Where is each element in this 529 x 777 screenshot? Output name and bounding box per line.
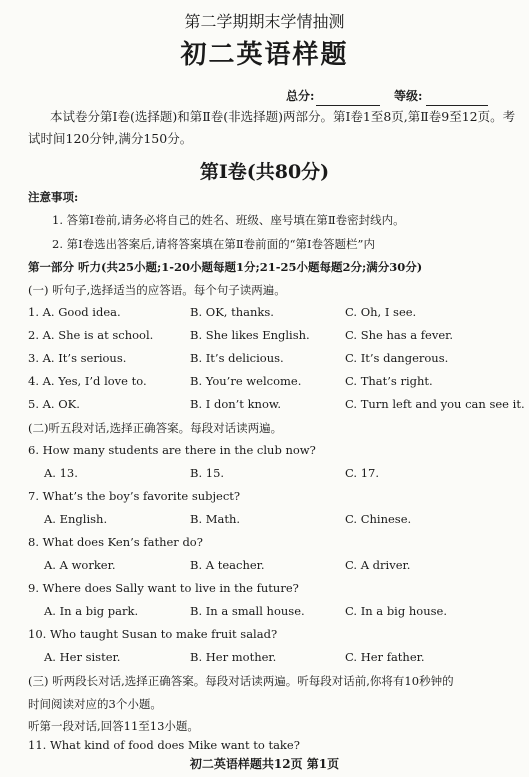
part1-heading: 第一部分 听力(共25小题;1-20小题每题1分;21-25小题每题2分;满分30分) — [28, 260, 423, 274]
q3-option-b: B. It’s delicious. — [190, 351, 284, 365]
part1-subsection-3: (三) 听两段长对话,选择正确答案。每段对话读两遍。听每段对话前,你将有10秒钟的 — [28, 674, 454, 688]
q8-option-c: C. A driver. — [345, 558, 411, 572]
q5-option-a: 5. A. OK. — [28, 397, 80, 411]
grade-label: 等级: — [394, 89, 423, 103]
q4-option-c: C. That’s right. — [345, 374, 433, 388]
q10-stem: 10. Who taught Susan to make fruit salad? — [28, 627, 278, 641]
note-2: 2. 第Ⅰ卷选出答案后,请将答案填在第Ⅱ卷前面的“第Ⅰ卷答题栏”内 — [52, 237, 375, 251]
q6-option-b: B. 15. — [190, 466, 225, 480]
q10-option-b: B. Her mother. — [190, 650, 277, 664]
exam-subtitle: 第二学期期末学情抽测 — [184, 12, 345, 31]
q2-option-c: C. She has a fever. — [345, 328, 454, 342]
q6-option-c: C. 17. — [345, 466, 379, 480]
q9-option-a: A. In a big park. — [44, 604, 139, 618]
exam-title: 初二英语样题 — [180, 40, 349, 70]
q1-option-c: C. Oh, I see. — [345, 305, 417, 319]
q4-option-a: 4. A. Yes, I’d love to. — [28, 374, 147, 388]
total-score-label: 总分: — [286, 89, 315, 103]
q11-stem: 11. What kind of food does Mike want to take? — [28, 738, 300, 752]
q6-stem: 6. How many students are there in the club now? — [28, 443, 316, 457]
dialogue-1-instruction: 听第一段对话,回答11至13小题。 — [28, 719, 199, 733]
notes-heading: 注意事项: — [28, 190, 79, 204]
q3-option-c: C. It’s dangerous. — [345, 351, 449, 365]
q10-option-a: A. Her sister. — [44, 650, 121, 664]
q8-option-a: A. A worker. — [44, 558, 116, 572]
q2-option-b: B. She likes English. — [190, 328, 310, 342]
q8-stem: 8. What does Ken’s father do? — [28, 535, 203, 549]
section-title: 第Ⅰ卷(共80分) — [199, 161, 330, 183]
q5-option-c: C. Turn left and you can see it. — [345, 397, 525, 411]
exam-intro: 本试卷分第Ⅰ卷(选择题)和第Ⅱ卷(非选择题)两部分。第Ⅰ卷1至8页,第Ⅱ卷9至12页。考试时间120分钟,满分150分。 — [28, 109, 516, 146]
q6-option-a: A. 13. — [44, 466, 78, 480]
total-score-blank — [316, 87, 380, 106]
q4-option-b: B. You’re welcome. — [190, 374, 302, 388]
q5-option-b: B. I don’t know. — [190, 397, 282, 411]
part1-subsection-2: (二)听五段对话,选择正确答案。每段对话读两遍。 — [28, 421, 283, 435]
grade-blank — [426, 87, 488, 106]
q7-option-b: B. Math. — [190, 512, 241, 526]
q9-stem: 9. Where does Sally want to live in the future? — [28, 581, 299, 595]
q10-option-c: C. Her father. — [345, 650, 425, 664]
q9-option-c: C. In a big house. — [345, 604, 447, 618]
q9-option-b: B. In a small house. — [190, 604, 305, 618]
q7-option-c: C. Chinese. — [345, 512, 412, 526]
part1-subsection-1: (一) 听句子,选择适当的应答语。每个句子读两遍。 — [28, 283, 286, 297]
page-footer: 初二英语样题共12页 第1页 — [189, 757, 340, 771]
q2-option-a: 2. A. She is at school. — [28, 328, 154, 342]
q7-stem: 7. What’s the boy’s favorite subject? — [28, 489, 241, 503]
q3-option-a: 3. A. It’s serious. — [28, 351, 127, 365]
part1-subsection-3-cont: 时间阅读对应的3个小题。 — [28, 697, 162, 711]
note-1: 1. 答第Ⅰ卷前,请务必将自己的姓名、班级、座号填在第Ⅱ卷密封线内。 — [52, 213, 405, 227]
q7-option-a: A. English. — [44, 512, 108, 526]
q1-option-a: 1. A. Good idea. — [28, 305, 121, 319]
q1-option-b: B. OK, thanks. — [190, 305, 274, 319]
q8-option-b: B. A teacher. — [190, 558, 265, 572]
